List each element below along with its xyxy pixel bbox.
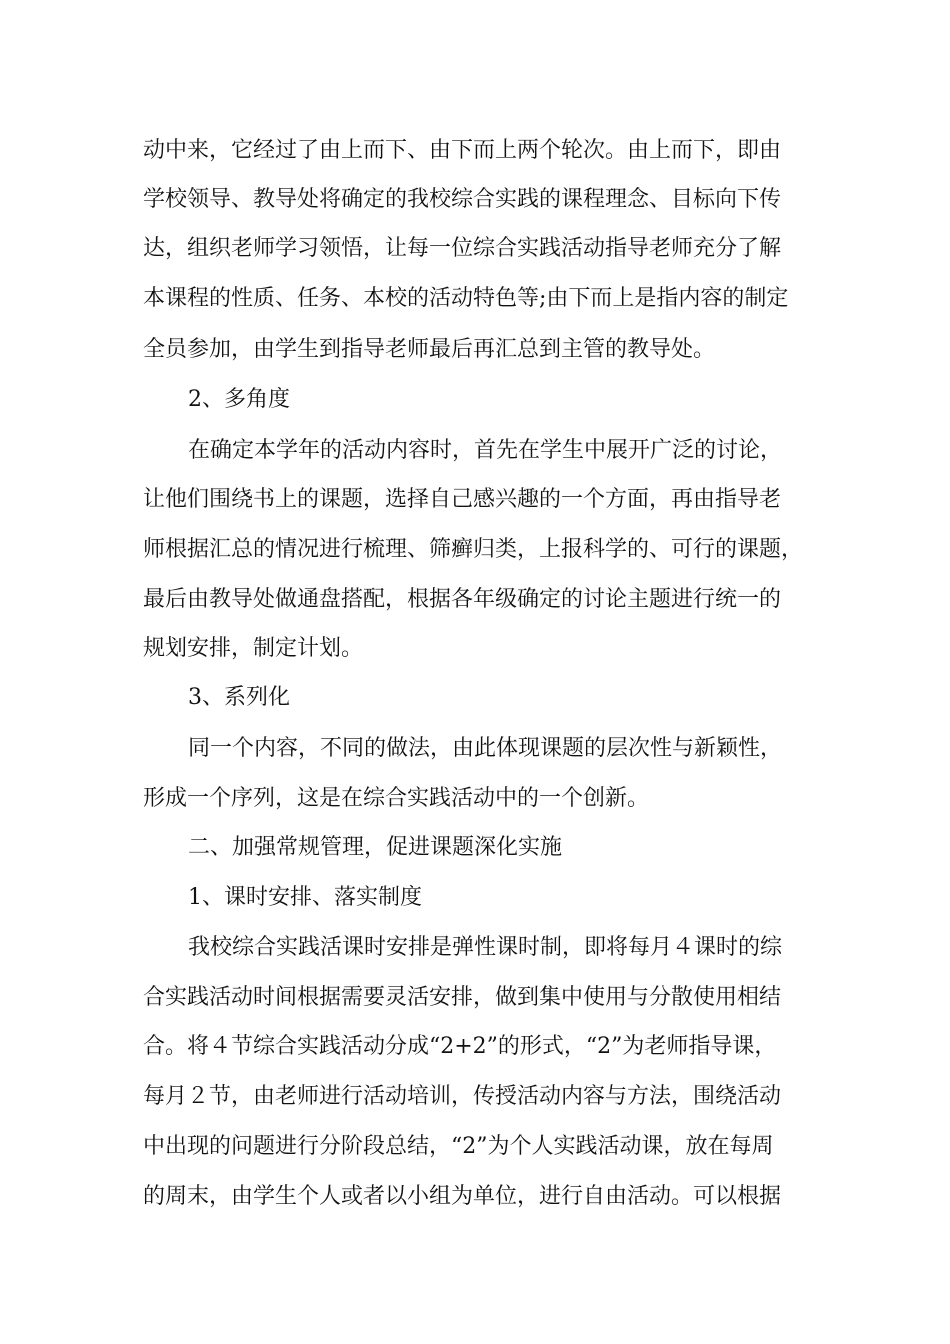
paragraph-line: 师根据汇总的情况进行梳理、筛癣归类，上报科学的、可行的课题， [143, 537, 804, 562]
section-heading: 1、课时安排、落实制度 [188, 885, 422, 910]
section-heading: 3、系列化 [188, 685, 290, 710]
section-heading: 2、多角度 [188, 387, 290, 412]
paragraph-line: 合。将４节综合实践活动分成“2+2”的形式，“2”为老师指导课， [143, 1034, 777, 1059]
paragraph-line: 中出现的问题进行分阶段总结，“2”为个人实践活动课，放在每周 [143, 1134, 774, 1159]
paragraph-line: 达，组织老师学习领悟，让每一位综合实践活动指导老师充分了解 [143, 236, 782, 261]
paragraph-line: 我校综合实践活课时安排是弹性课时制，即将每月４课时的综 [188, 935, 783, 960]
section-heading: 二、加强常规管理，促进课题深化实施 [188, 835, 563, 860]
paragraph-line: 全员参加，由学生到指导老师最后再汇总到主管的教导处。 [143, 337, 716, 362]
paragraph-line: 让他们围绕书上的课题，选择自己感兴趣的一个方面，再由指导老 [143, 487, 782, 512]
paragraph-line: 最后由教导处做通盘搭配，根据各年级确定的讨论主题进行统一的 [143, 587, 782, 612]
paragraph-line: 合实践活动时间根据需要灵活安排，做到集中使用与分散使用相结 [143, 985, 782, 1010]
paragraph-line: 本课程的性质、任务、本校的活动特色等;由下而上是指内容的制定 [143, 286, 789, 311]
paragraph-line: 每月２节，由老师进行活动培训，传授活动内容与方法，围绕活动 [143, 1084, 782, 1109]
paragraph-line: 动中来，它经过了由上而下、由下而上两个轮次。由上而下，即由 [143, 138, 782, 163]
paragraph-line: 同一个内容，不同的做法，由此体现课题的层次性与新颖性， [188, 736, 783, 761]
paragraph-line: 形成一个序列，这是在综合实践活动中的一个创新。 [143, 786, 650, 811]
paragraph-line: 规划安排，制定计划。 [143, 636, 364, 661]
paragraph-line: 学校领导、教导处将确定的我校综合实践的课程理念、目标向下传 [143, 187, 782, 212]
paragraph-line: 的周末，由学生个人或者以小组为单位，进行自由活动。可以根据 [143, 1184, 782, 1209]
paragraph-line: 在确定本学年的活动内容时，首先在学生中展开广泛的讨论， [188, 438, 783, 463]
